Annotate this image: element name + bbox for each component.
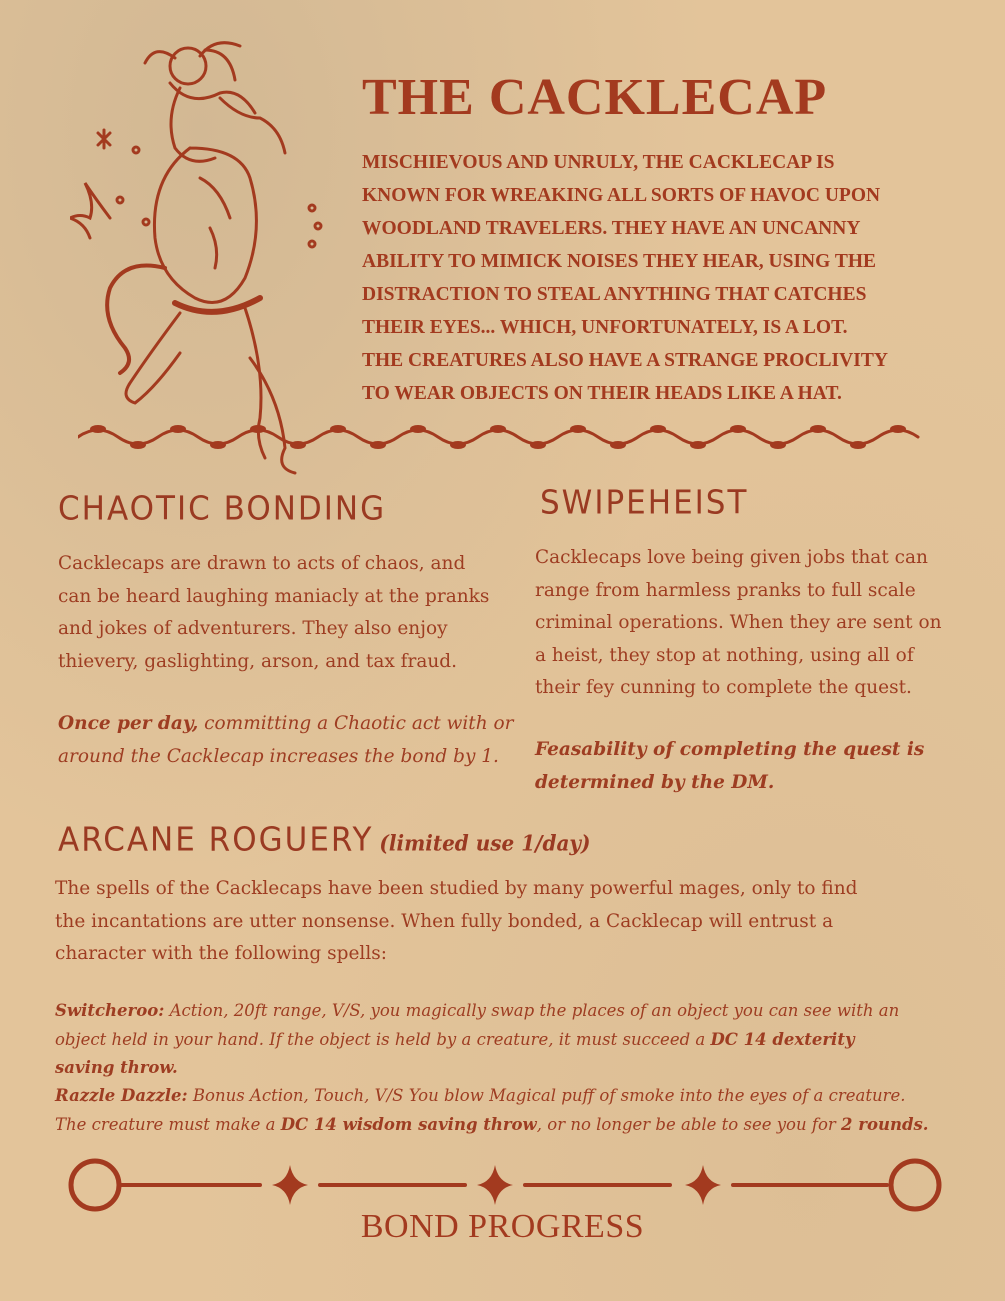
- intro-line: MISCHIEVOUS AND UNRULY, THE CACKLECAP IS: [362, 152, 835, 173]
- spell-razzle-dazzle: [55, 1082, 935, 1139]
- bond-start-circle-icon: [71, 1161, 119, 1209]
- bond-end-circle-icon: [891, 1161, 939, 1209]
- vine-divider-icon: [78, 420, 923, 454]
- arcane-roguery-subheading: (limited use 1/day): [379, 830, 591, 856]
- page-title: THE CACKLECAP: [362, 69, 828, 126]
- bond-progress-label: BOND PROGRESS: [360, 1208, 645, 1245]
- spell-switcheroo: [55, 997, 935, 1083]
- swipeheist-note: [535, 734, 975, 799]
- note-line: Feasability of completing the quest is: [535, 739, 925, 760]
- bond-marker-icon: [477, 1165, 513, 1205]
- intro-line: TO WEAR OBJECTS ON THEIR HEADS LIKE A HAT.: [362, 383, 842, 404]
- body-line: and jokes of adventurers. They also enjoy: [58, 618, 448, 639]
- spell-line: saving throw.: [55, 1058, 178, 1077]
- spell-name: Switcheroo:: [55, 1001, 165, 1020]
- note-line: [58, 708, 518, 741]
- spell-name: Razzle Dazzle:: [55, 1086, 188, 1105]
- intro-line: KNOWN FOR WREAKING ALL SORTS OF HAVOC UPON: [362, 185, 881, 206]
- swipeheist-body: [535, 542, 975, 705]
- chaotic-bonding-note: [58, 708, 518, 773]
- spell-text: The creature must make a: [55, 1114, 281, 1134]
- note-emphasis: Once per day,: [58, 713, 199, 734]
- swipeheist-heading: SWIPEHEIST: [540, 484, 749, 522]
- spell-dc: DC 14 dexterity: [710, 1029, 855, 1049]
- arcane-roguery-body: [55, 873, 935, 971]
- bond-progress-track: [65, 1155, 945, 1215]
- body-line: can be heard laughing maniacly at the pranks: [58, 585, 490, 607]
- body-line: character with the following spells:: [55, 943, 387, 964]
- arcane-roguery-title: ARCANE ROGUERY: [58, 821, 374, 859]
- spell-line: [55, 1026, 935, 1055]
- intro-line: WOODLAND TRAVELERS. THEY HAVE AN UNCANNY: [362, 218, 861, 239]
- spell-duration: 2 rounds.: [841, 1114, 929, 1134]
- body-line: Cacklecaps are drawn to acts of chaos, and: [58, 553, 466, 574]
- spell-dc: DC 14 wisdom saving throw: [280, 1114, 537, 1134]
- intro-line: ABILITY TO MIMICK NOISES THEY HEAR, USING THE: [362, 251, 876, 272]
- note-line: around the Cacklecap increases the bond by 1.: [58, 745, 499, 767]
- body-line: The spells of the Cacklecaps have been studied by many powerful mages, only to find: [55, 878, 858, 899]
- spell-line: [55, 997, 935, 1026]
- body-line: the incantations are utter nonsense. When fully bonded, a Cacklecap will entrust a: [55, 910, 834, 932]
- body-line: a heist, they stop at nothing, using all of: [535, 644, 914, 666]
- body-line: range from harmless pranks to full scale: [535, 579, 916, 601]
- note-text: committing a Chaotic act with or: [198, 713, 514, 734]
- chaotic-bonding-body: [58, 548, 518, 678]
- body-line: their fey cunning to complete the quest.: [535, 677, 912, 698]
- spell-text: Action, 20ft range, V/S, you magically swap the places of an object you can see with an: [164, 1001, 900, 1020]
- intro-paragraph: [362, 146, 962, 410]
- body-line: Cacklecaps love being given jobs that can: [535, 547, 928, 568]
- spell-text: , or no longer be able to see you for: [536, 1114, 842, 1134]
- intro-line: THEIR EYES... WHICH, UNFORTUNATELY, IS A LOT.: [362, 317, 848, 338]
- arcane-roguery-heading: [58, 821, 591, 859]
- body-line: thievery, gaslighting, arson, and tax fraud.: [58, 650, 458, 672]
- intro-line: DISTRACTION TO STEAL ANYTHING THAT CATCHES: [362, 284, 867, 305]
- note-line: determined by the DM.: [535, 771, 775, 793]
- body-line: criminal operations. When they are sent on: [535, 612, 942, 633]
- spell-text: Bonus Action, Touch, V/S You blow Magical puff of smoke into the eyes of a creature.: [187, 1086, 906, 1105]
- intro-line: THE CREATURES ALSO HAVE A STRANGE PROCLIVITY: [362, 350, 888, 371]
- bond-marker-icon: [685, 1165, 721, 1205]
- spell-text: object held in your hand. If the object is held by a creature, it must succeed a: [55, 1029, 711, 1049]
- chaotic-bonding-heading: CHAOTIC BONDING: [58, 490, 387, 528]
- spell-line: [55, 1111, 935, 1140]
- spell-line: [55, 1082, 935, 1111]
- bond-marker-icon: [272, 1165, 308, 1205]
